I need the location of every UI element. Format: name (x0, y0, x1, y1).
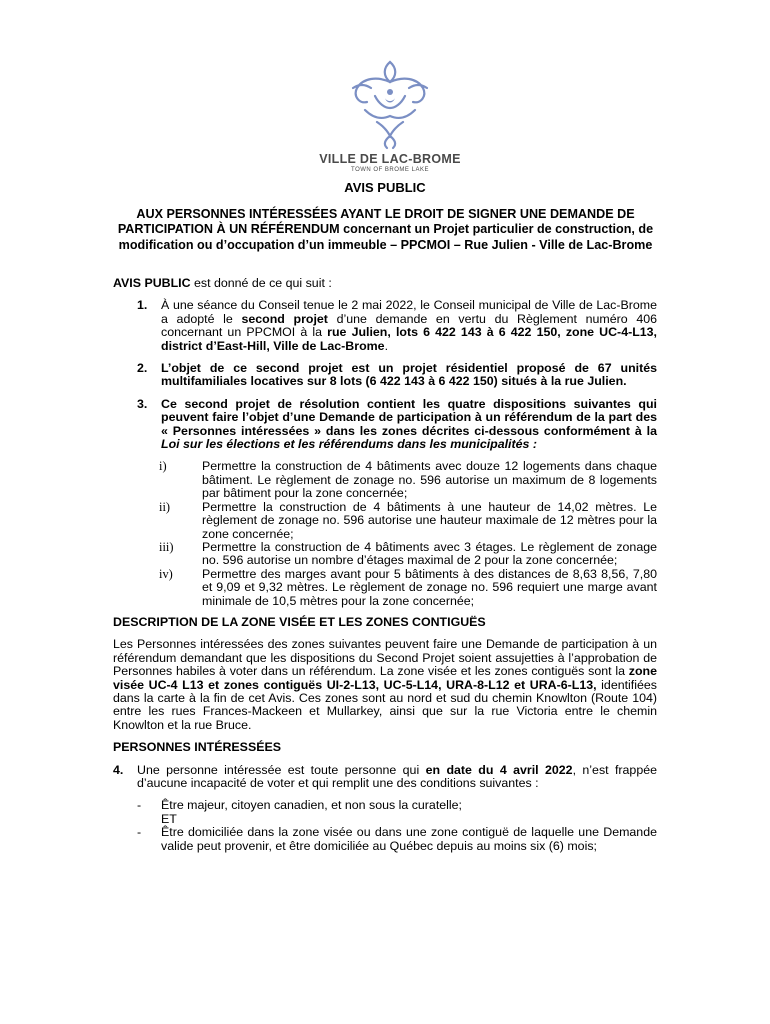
zone-text-a: Les Personnes intéressées des zones suivantes peuvent faire une Demande de participation à un référendum demandant que les dispositions du Second Projet soient assujetties à l’approbation de Personnes habiles à voter dans un référendum. La zone visée et les zones contiguës sont la (113, 637, 657, 679)
item-text: L’objet de ce second projet est un projet résidentiel proposé de 67 unités multifamiliales locatives sur 8 lots (6 422 143 à 6 422 150) situés à la rue Julien. (161, 361, 657, 389)
list-item-1 (113, 299, 657, 353)
condition-item (137, 826, 657, 853)
disposition-number: iv) (159, 566, 173, 581)
zone-text-b: identifiées dans la carte à la fin de cet Avis. Ces zones sont au nord et sud du chemin Knowlton (Route 104) entre les rues Frances-Mackeen et Mullarkey, ainsi que sur la rue Victoria entre le chemin Knowlton et la rue Bruce. (113, 677, 657, 732)
disposition-item (159, 460, 657, 500)
item-1-text-c: . (384, 338, 389, 353)
zone-bold: zone visée UC-4 L13 et zones contiguës UI-2-L13, UC-5-L14, URA-8-L12 et URA-6-L13, (113, 664, 657, 692)
list-item-4 (89, 764, 657, 791)
disposition-text: Permettre des marges avant pour 5 bâtiments à des distances de 8,63 8,56, 7,80 et 9,09 et 9,32 mètres. Le règlement de zonage no. 596 requiert une marge avant minimale de 10,5 mètres pour la zone concernée; (202, 566, 657, 608)
disposition-text: Permettre la construction de 4 bâtiments à une hauteur de 14,02 mètres. Le règlement de zonage no. 596 autorise une hauteur maximale de 12 mètres pour la zone concernée; (202, 499, 657, 541)
item-number: 2. (137, 361, 148, 376)
disposition-number: i) (159, 459, 167, 474)
condition-dash: - (137, 798, 142, 813)
condition-text (161, 799, 657, 826)
condition-1-text: Être majeur, citoyen canadien, et non sous la curatelle; (161, 798, 462, 813)
logo-town-subtitle: TOWN OF BROME LAKE (351, 167, 429, 173)
item-number: 4. (113, 762, 124, 777)
item-text (137, 764, 657, 791)
notice-body (113, 277, 657, 853)
condition-connector: ET (161, 811, 177, 826)
notice-title: AVIS PUBLIC (344, 180, 426, 195)
item-text (161, 398, 657, 452)
persons-heading: PERSONNES INTÉRESSÉES (113, 740, 282, 755)
item-text (161, 299, 657, 353)
list-item-3 (113, 398, 657, 452)
item-1-text-a: À une séance du Conseil tenue le 2 mai 2022, le Conseil municipal de Ville de Lac-Brome a adopté le (161, 298, 657, 326)
condition-dash: - (137, 825, 142, 840)
item-3-law-title: Loi sur les élections et les référendums dans les municipalités : (161, 437, 537, 452)
item-3-bold: Ce second projet de résolution contient les quatre dispositions suivantes qui peuvent faire l’objet d’une Demande de participation à un référendum de la part des « Personnes intéressées » dans les zones décrites ci-dessous conformément à la (161, 396, 657, 438)
disposition-text: Permettre la construction de 4 bâtiments avec 3 étages. Le règlement de zonage no. 596 autorise un nombre d’étages maximal de 2 pour la zone concernée; (202, 539, 657, 568)
item-1-bold-b: rue Julien, lots 6 422 143 à 6 422 150, zone UC-4-L13, district d’East-Hill, Ville de Lac-Brome (161, 325, 657, 353)
condition-item (137, 799, 657, 826)
persons-bold-date: en date du 4 avril 2022 (425, 762, 573, 777)
disposition-item (159, 541, 657, 568)
zone-paragraph (113, 638, 657, 732)
intro-bold: AVIS PUBLIC (113, 276, 191, 290)
list-item-2 (113, 362, 657, 389)
item-number: 3. (137, 396, 148, 411)
disposition-text: Permettre la construction de 4 bâtiments avec douze 12 logements dans chaque bâtiment. Le règlement de zonage no. 596 autorise un maximum de 8 logements par bâtiment pour la zone concernée; (202, 459, 657, 501)
disposition-number: iii) (159, 539, 174, 554)
item-1-text-b: d’une demande en vertu du Règlement numéro 406 concernant un PPCMOI à la (161, 311, 658, 340)
persons-text-a: Une personne intéressée est toute personne qui (137, 762, 426, 777)
persons-text-b: , n’est frappée d’aucune incapacité de voter et qui remplit une des conditions suivantes : (137, 762, 657, 790)
disposition-item (159, 568, 657, 608)
town-logo (310, 58, 470, 173)
logo-town-name: VILLE DE LAC-BROME (319, 152, 461, 166)
item-1-bold-a: second projet (241, 311, 328, 326)
notice-subject: AUX PERSONNES INTÉRESSÉES AYANT LE DROIT DE SIGNER UNE DEMANDE DE PARTICIPATION À UN RÉFÉRENDUM concernant un Projet particulier de construction, de modification ou d’occupation d’un immeuble – PPCMOI – Rue Julien - Ville de Lac-Brome (117, 207, 654, 252)
intro-text: est donné de ce qui suit : (190, 276, 332, 290)
item-number: 1. (137, 298, 148, 313)
disposition-number: ii) (159, 499, 171, 514)
condition-text: Être domiciliée dans la zone visée ou dans une zone contiguë de laquelle une Demande valide peut provenir, et être domiciliée au Québec depuis au moins six (6) mois; (161, 825, 657, 853)
intro-paragraph (113, 277, 657, 290)
zone-heading: DESCRIPTION DE LA ZONE VISÉE ET LES ZONES CONTIGUËS (113, 614, 486, 629)
swan-emblem-icon (335, 58, 445, 150)
disposition-item (159, 501, 657, 541)
